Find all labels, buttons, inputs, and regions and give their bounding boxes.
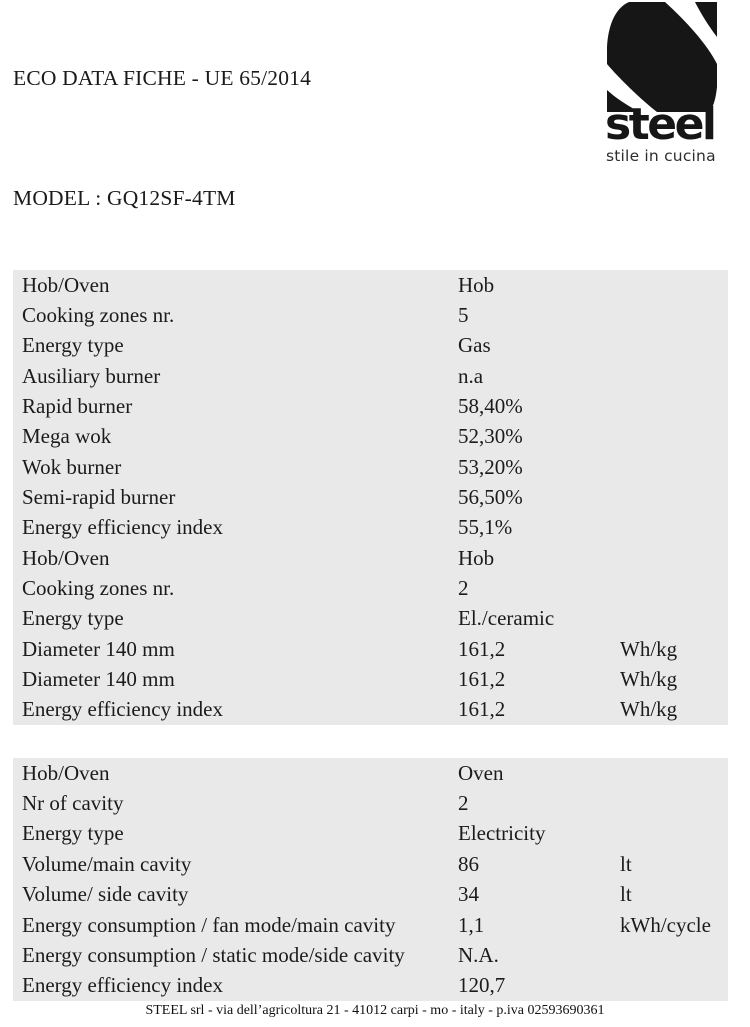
table-row — [13, 361, 728, 391]
row-value: 161,2 — [458, 697, 506, 722]
table-row — [13, 788, 728, 818]
model-number: MODEL : GQ12SF-4TM — [13, 186, 236, 210]
row-value: 86 — [458, 851, 479, 876]
table-row — [13, 482, 728, 512]
table-row — [13, 452, 728, 482]
table-row — [13, 634, 728, 664]
row-label: Nr of cavity — [22, 791, 124, 816]
table-row — [13, 513, 728, 543]
table-row — [13, 910, 728, 940]
row-value: 52,30% — [458, 424, 523, 449]
row-unit: Wh/kg — [620, 636, 678, 661]
row-label: Energy efficiency index — [22, 697, 223, 722]
table-row — [13, 758, 728, 788]
row-value: 2 — [458, 575, 469, 600]
footer-company-address: STEEL srl - via dell’agricoltura 21 - 41012 carpi - mo - italy - p.iva 02593690361 — [145, 1003, 605, 1018]
row-label: Semi-rapid burner — [22, 484, 176, 509]
oven-data-table — [13, 758, 728, 1001]
row-label: Diameter 140 mm — [22, 666, 175, 691]
row-value: 55,1% — [458, 515, 513, 540]
table-row — [13, 331, 728, 361]
row-label: Ausiliary burner — [22, 363, 161, 388]
steel-logo — [607, 2, 723, 165]
row-value: Electricity — [458, 821, 546, 846]
table-row — [13, 940, 728, 970]
hob-data-table — [13, 270, 728, 725]
table-row — [13, 849, 728, 879]
row-value: N.A. — [458, 942, 499, 967]
row-label: Energy consumption / static mode/side cavity — [22, 942, 405, 967]
row-value: 120,7 — [458, 973, 506, 998]
row-value: 56,50% — [458, 484, 523, 509]
row-label: Hob/Oven — [22, 760, 110, 785]
row-value: 58,40% — [458, 393, 523, 418]
row-label: Mega wok — [22, 424, 112, 449]
table-row — [13, 391, 728, 421]
row-label: Hob/Oven — [22, 545, 110, 570]
row-label: Energy consumption / fan mode/main cavity — [22, 912, 396, 937]
row-value: Gas — [458, 333, 491, 358]
table-row — [13, 664, 728, 694]
row-unit: kWh/cycle — [620, 912, 711, 937]
row-label: Energy efficiency index — [22, 973, 223, 998]
row-value: 5 — [458, 302, 469, 327]
row-value: n.a — [458, 363, 484, 388]
row-value: 34 — [458, 882, 479, 907]
document-title: ECO DATA FICHE - UE 65/2014 — [13, 66, 312, 90]
row-unit: lt — [620, 882, 632, 907]
row-value: 2 — [458, 791, 469, 816]
row-label: Cooking zones nr. — [22, 575, 175, 600]
table-row — [13, 270, 728, 300]
row-label: Energy type — [22, 333, 124, 358]
table-row — [13, 695, 728, 725]
row-value: Hob — [458, 272, 495, 297]
row-value: Oven — [458, 760, 504, 785]
row-label: Cooking zones nr. — [22, 302, 175, 327]
row-label: Volume/ side cavity — [22, 882, 189, 907]
table-row — [13, 573, 728, 603]
table-row — [13, 604, 728, 634]
row-value: 161,2 — [458, 666, 506, 691]
row-label: Hob/Oven — [22, 272, 110, 297]
table-row — [13, 422, 728, 452]
row-label: Rapid burner — [22, 393, 133, 418]
row-value: 161,2 — [458, 636, 506, 661]
row-unit: lt — [620, 851, 632, 876]
row-label: Volume/main cavity — [22, 851, 192, 876]
row-value: El./ceramic — [458, 606, 555, 631]
logo-brand-text: steel — [605, 99, 715, 150]
row-unit: Wh/kg — [620, 666, 678, 691]
row-label: Diameter 140 mm — [22, 636, 175, 661]
table-row — [13, 543, 728, 573]
row-label: Energy efficiency index — [22, 515, 223, 540]
steel-s-logo-icon — [607, 2, 717, 112]
row-value: 1,1 — [458, 912, 485, 937]
row-label: Energy type — [22, 606, 124, 631]
logo-tagline-text: stile in cucina — [606, 147, 716, 165]
table-row — [13, 300, 728, 330]
row-value: Hob — [458, 545, 495, 570]
row-value: 53,20% — [458, 454, 523, 479]
row-label: Wok burner — [22, 454, 122, 479]
table-row — [13, 880, 728, 910]
table-row — [13, 819, 728, 849]
row-unit: Wh/kg — [620, 697, 678, 722]
table-row — [13, 971, 728, 1001]
row-label: Energy type — [22, 821, 124, 846]
